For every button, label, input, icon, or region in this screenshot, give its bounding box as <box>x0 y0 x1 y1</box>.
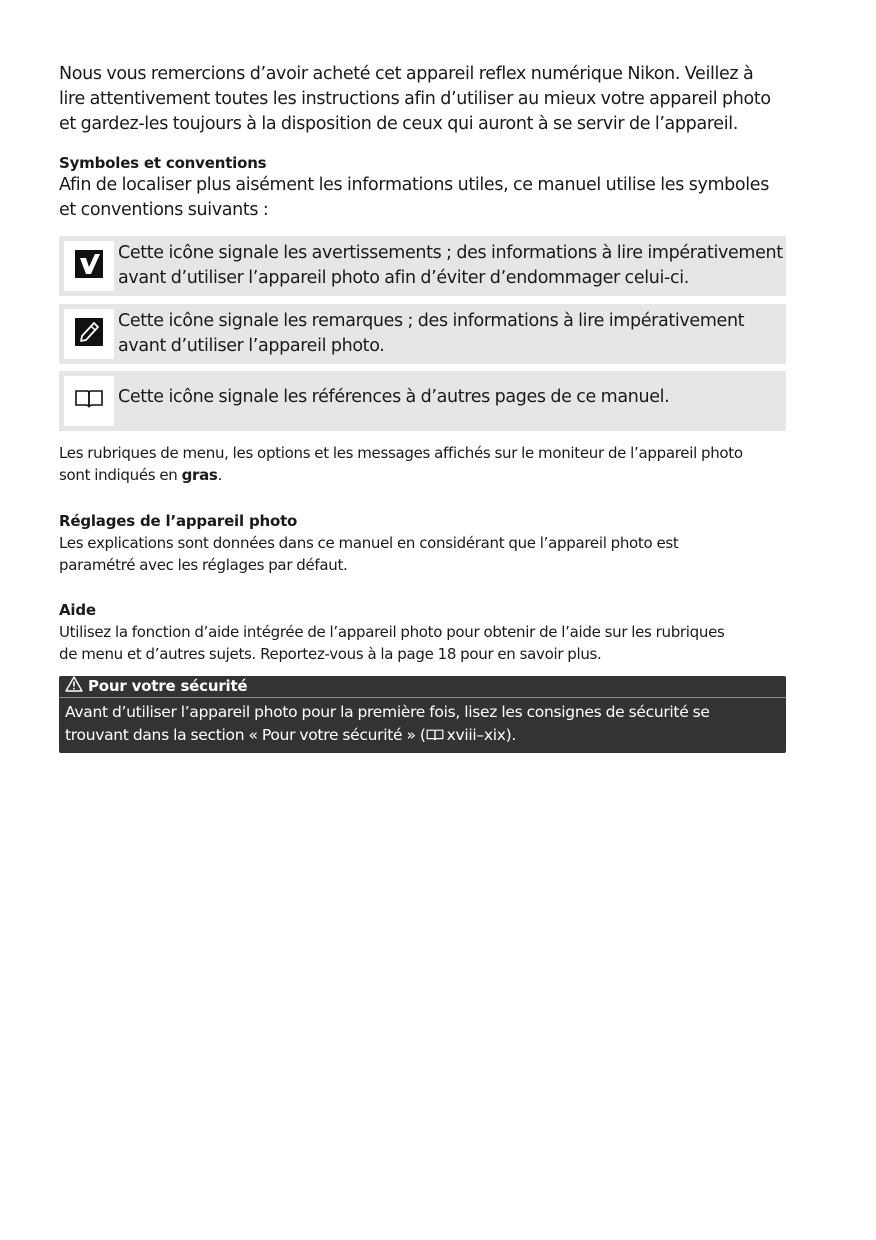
symbols-line: Afin de localiser plus aisément les informations utiles, ce manuel utilise les symboles <box>59 175 769 195</box>
notice-icon-box <box>64 309 114 359</box>
notice-text <box>118 385 669 410</box>
safety-body <box>59 698 786 753</box>
notice-warning <box>59 236 786 296</box>
safety-header <box>59 676 786 698</box>
settings-line: paramétré avec les réglages par défaut. <box>59 556 348 574</box>
symbols-section <box>59 153 799 223</box>
menus-paragraph <box>59 442 799 486</box>
settings-line: Les explications sont données dans ce manuel en considérant que l’appareil photo est <box>59 534 679 552</box>
book-ref-icon <box>426 726 444 749</box>
notice-line: Cette icône signale les remarques ; des informations à lire impérativement <box>118 311 745 331</box>
book-icon <box>74 388 104 414</box>
safety-line: Avant d’utiliser l’appareil photo pour la première fois, lisez les consignes de sécurité se <box>65 703 710 721</box>
page-reference: xviii–xix <box>446 726 506 744</box>
pencil-icon <box>75 318 103 350</box>
intro-line: Nous vous remercions d’avoir acheté cet appareil reflex numérique Nikon. Veillez à <box>59 64 754 84</box>
help-section <box>59 599 799 665</box>
notice-text <box>118 309 744 359</box>
menus-line: Les rubriques de menu, les options et les messages affichés sur le moniteur de l’appareil photo <box>59 444 743 462</box>
notice-icon-box <box>64 241 114 291</box>
help-heading: Aide <box>59 601 96 619</box>
menus-text: sont indiqués en <box>59 466 182 484</box>
notice-icon-box <box>64 376 114 426</box>
intro-line: et gardez-les toujours à la disposition de ceux qui auront à se servir de l’appareil. <box>59 114 738 134</box>
safety-line <box>65 724 780 749</box>
menus-text: . <box>217 466 223 484</box>
notice-reference <box>59 371 786 431</box>
help-line: Utilisez la fonction d’aide intégrée de l’appareil photo pour obtenir de l’aide sur les rubriques <box>59 623 725 641</box>
notice-text <box>118 241 783 291</box>
warning-triangle-icon <box>65 676 83 698</box>
symbols-heading: Symboles et conventions <box>59 154 267 172</box>
safety-heading: Pour votre sécurité <box>88 677 248 695</box>
safety-text: trouvant dans la section « Pour votre sécurité » ( <box>65 726 426 744</box>
notice-line: Cette icône signale les références à d’autres pages de ce manuel. <box>118 387 670 407</box>
notice-line: Cette icône signale les avertissements ; des informations à lire impérativement <box>118 243 783 263</box>
settings-heading: Réglages de l’appareil photo <box>59 512 298 530</box>
help-line: de menu et d’autres sujets. Reportez-vous à la page 18 pour en savoir plus. <box>59 645 602 663</box>
intro-line: lire attentivement toutes les instructions afin d’utiliser au mieux votre appareil photo <box>59 89 771 109</box>
notice-remark <box>59 304 786 364</box>
symbols-line: et conventions suivants : <box>59 200 269 220</box>
intro-paragraph <box>59 62 799 137</box>
caution-check-icon <box>75 250 103 282</box>
settings-section <box>59 510 799 576</box>
notice-line: avant d’utiliser l’appareil photo afin d’éviter d’endommager celui-ci. <box>118 268 689 288</box>
safety-text: ). <box>505 726 516 744</box>
menus-line <box>59 464 799 486</box>
notice-line: avant d’utiliser l’appareil photo. <box>118 336 385 356</box>
safety-box <box>59 676 786 753</box>
bold-term: gras <box>181 466 218 484</box>
